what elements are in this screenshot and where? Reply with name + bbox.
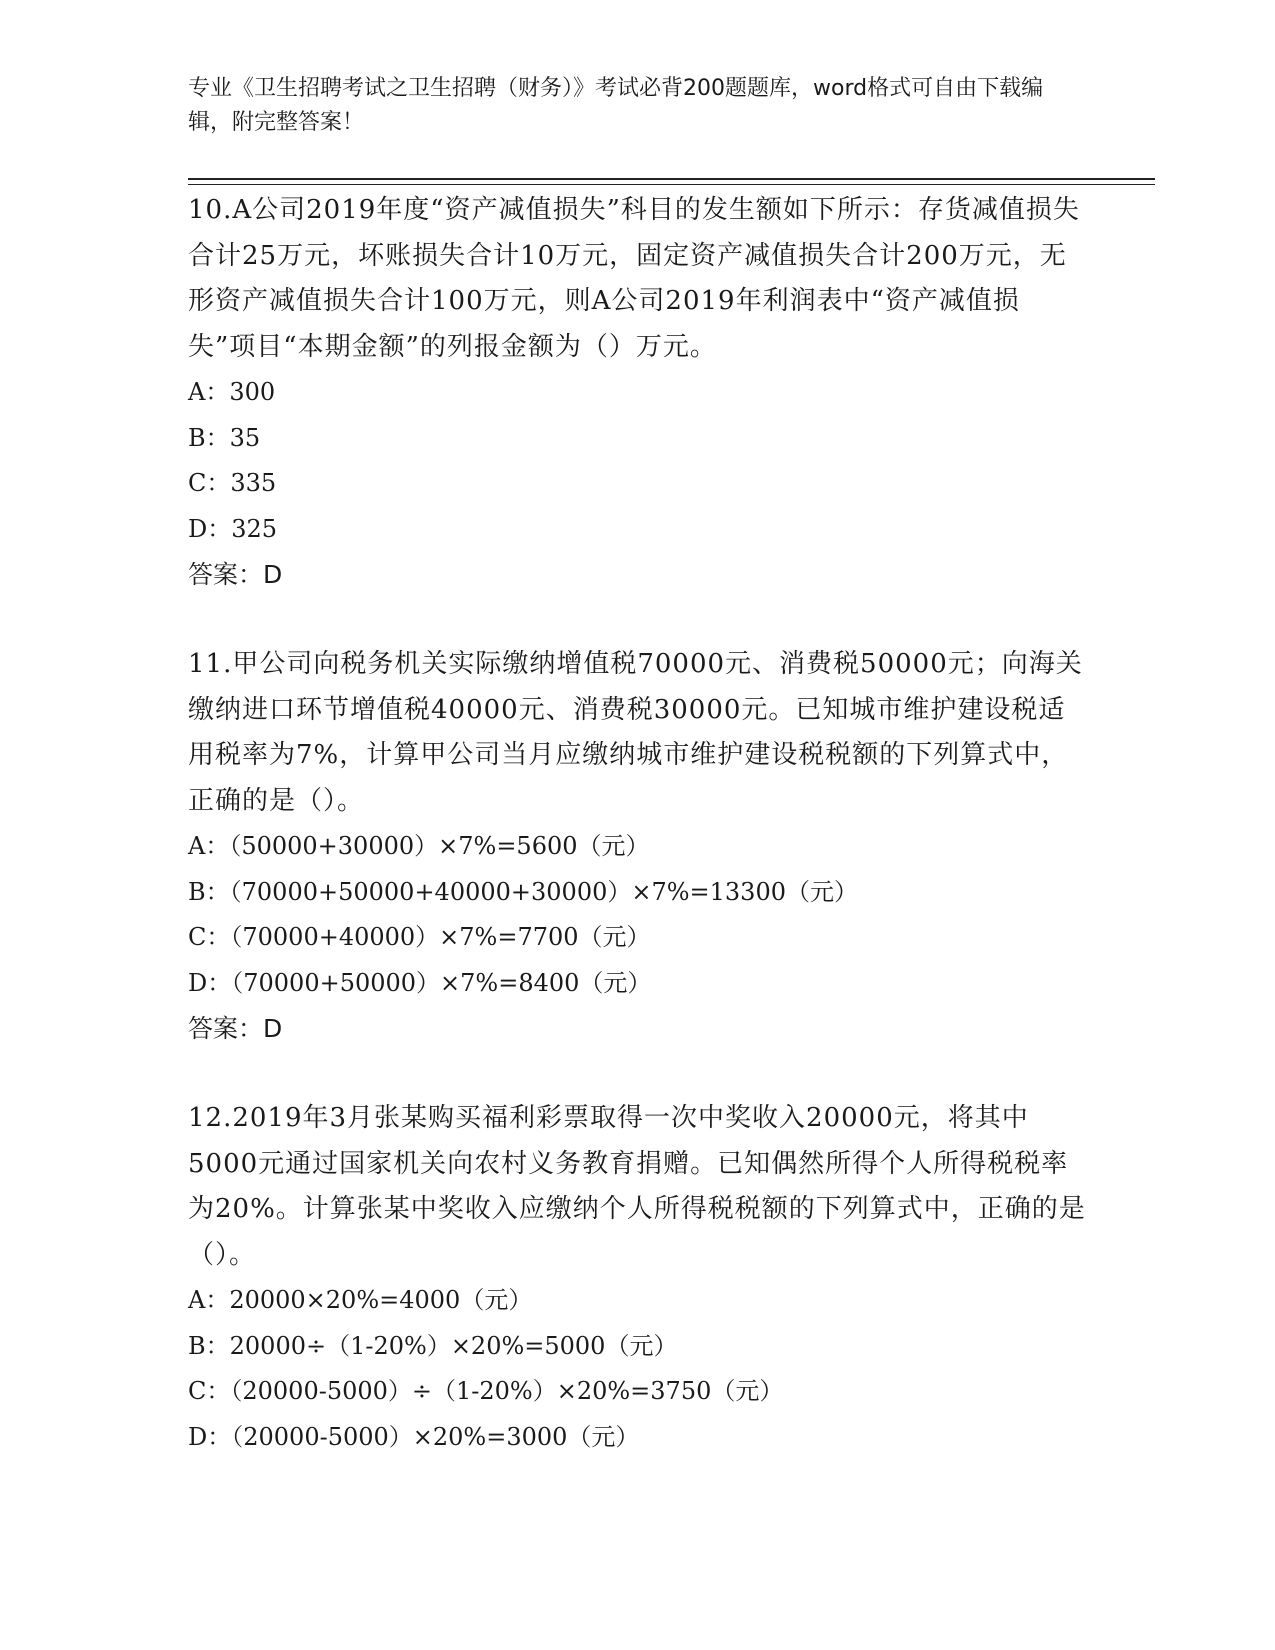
question-stem: 10.A公司2019年度“资产减值损失”科目的发生额如下所示：存货减值损失合计25万元，坏账损失合计10万元，固定资产减值损失合计200万元，无形资产减值损失合计100万元，则A公司2019年利润表中“资产减值损失”项目“本期金额”的列报金额为（）万元。	[188, 195, 1080, 362]
option-a: A：20000×20%=4000（元）	[188, 1286, 533, 1314]
header-divider-thick	[188, 178, 1155, 180]
option-d: D：（20000-5000）×20%=3000（元）	[188, 1422, 640, 1451]
option-b: B：（70000+50000+40000+30000）×7%=13300（元）	[188, 877, 858, 906]
option-c: C：（20000-5000）÷（1-20%）×20%=3750（元）	[188, 1377, 784, 1405]
option-d: D：（70000+50000）×7%=8400（元）	[188, 968, 652, 997]
question-12	[188, 1096, 1088, 1460]
option-b: B：20000÷（1-20%）×20%=5000（元）	[188, 1331, 678, 1360]
option-b: B：35	[188, 423, 261, 452]
option-c: C：335	[188, 469, 277, 497]
question-10	[188, 188, 1088, 598]
question-stem: 11.甲公司向税务机关实际缴纳增值税70000元、消费税50000元；向海关缴纳进口环节增值税40000元、消费税30000元。已知城市维护建设税适用税率为7%，计算甲公司当月应缴纳城市维护建设税税额的下列算式中，正确的是（）。	[188, 649, 1083, 816]
answer-line: 答案：D	[188, 1014, 283, 1043]
answer-line: 答案：D	[188, 560, 283, 589]
option-c: C：（70000+40000）×7%=7700（元）	[188, 923, 651, 951]
option-a: A：（50000+30000）×7%=5600（元）	[188, 832, 650, 860]
question-stem: 12.2019年3月张某购买福利彩票取得一次中奖收入20000元，将其中5000元通过国家机关向农村义务教育捐赠。已知偶然所得个人所得税税率为20%。计算张某中奖收入应缴纳个人所得税税额的下列算式中，正确的是（）。	[188, 1103, 1086, 1270]
header-divider-thin	[188, 184, 1155, 185]
option-d: D：325	[188, 514, 278, 543]
option-a: A：300	[188, 378, 276, 406]
question-11	[188, 642, 1088, 1052]
document-header: 专业《卫生招聘考试之卫生招聘（财务）》考试必背200题题库，word格式可自由下载编辑，附完整答案！	[188, 76, 1044, 135]
